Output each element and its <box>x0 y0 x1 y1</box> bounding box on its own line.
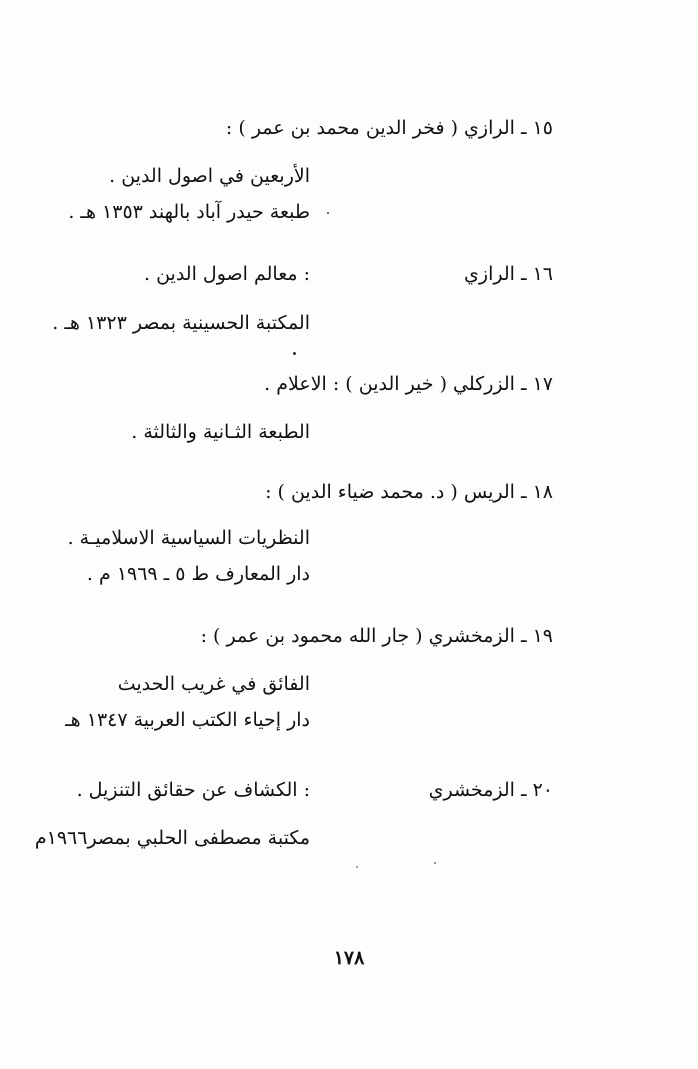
scan-speck <box>327 212 329 214</box>
entry-19-heading: ١٩ ـ الزمخشري ( جار الله محمود بن عمر ) : <box>200 625 553 647</box>
entry-20-publisher: مكتبة مصطفى الحلبي بمصر١٩٦٦م <box>34 827 310 849</box>
entry-16-title: : معالم اصول الدين . <box>144 263 310 285</box>
entry-15-heading: ١٥ ـ الرازي ( فخر الدين محمد بن عمر ) : <box>225 117 553 139</box>
entry-19-title: الفائق في غريب الحديث <box>117 673 310 695</box>
scan-speck <box>293 352 296 355</box>
entry-16-publisher: المكتبة الحسينية بمصر ١٣٢٣ هـ . <box>52 312 310 334</box>
entry-20-heading: ٢٠ ـ الزمخشري <box>428 779 553 801</box>
scan-speck <box>356 866 358 868</box>
entry-18-heading: ١٨ ـ الريس ( د. محمد ضياء الدين ) : <box>265 481 553 503</box>
entry-17-heading: ١٧ ـ الزركلي ( خير الدين ) : الاعلام . <box>264 373 553 395</box>
entry-20-title: : الكشاف عن حقائق التنزيل . <box>76 779 310 801</box>
entry-17-edition: الطبعة الثـانية والثالثة . <box>131 421 310 443</box>
entry-18-title: النظريات السياسية الاسلاميـة . <box>67 527 310 549</box>
entry-19-publisher: دار إحياء الكتب العربية ١٣٤٧ هـ <box>65 709 310 731</box>
entry-16-heading: ١٦ ـ الرازي <box>464 263 553 285</box>
entry-15-title: الأربعين في اصول الدين . <box>109 165 310 187</box>
scan-speck <box>434 862 436 864</box>
page-number: ١٧٨ <box>333 947 365 969</box>
entry-18-publisher: دار المعارف ط ٥ ـ ١٩٦٩ م . <box>86 563 310 585</box>
entry-15-publisher: طبعة حيدر آباد بالهند ١٣٥٣ هـ . <box>68 201 310 223</box>
